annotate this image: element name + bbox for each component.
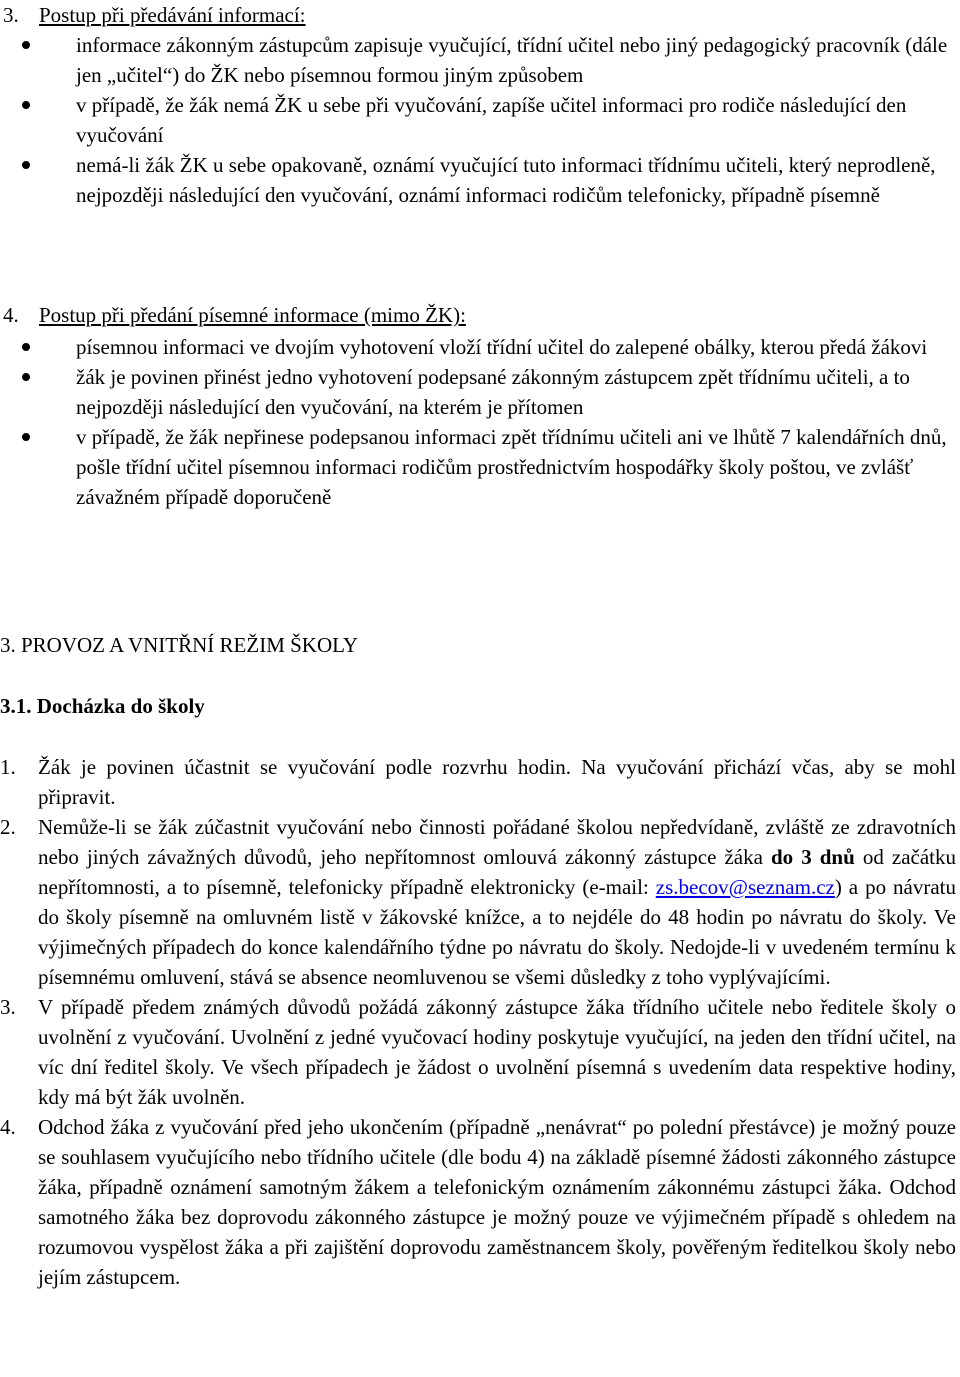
list-item <box>0 332 952 362</box>
subchapter-title: 3.1. Docházka do školy <box>0 694 205 718</box>
list-item-number: 3. <box>0 995 16 1019</box>
list-item-number: 2. <box>0 815 16 839</box>
list-item <box>0 1112 956 1292</box>
list-item <box>0 30 952 90</box>
chapter-title: 3. PROVOZ A VNITŘNÍ REŽIM ŠKOLY <box>0 633 359 657</box>
list-item-text: Odchod žáka z vyučování před jeho ukončením (případně „nenávrat“ po polední přestávce) je možný pouze se souhlasem vyučujícího nebo třídního učitele (dle bodu 4) na základě písemné žádosti zákonného zástupce žáka, případně oznámení samotným žákem a telefonickým oznámením zákonnému zástupci žáka. Odchod samotného žáka bez doprovodu zákonného zástupce je možný pouze ve výjimečném případě s ohledem na rozumovou vyspělost žáka a při zajištění doprovodu zaměstnancem školy, pověřeným ředitelkou školy nebo jejím zástupcem. <box>38 1115 956 1289</box>
section-4-heading <box>3 300 466 330</box>
list-item <box>0 422 952 512</box>
list-item-text: informace zákonným zástupcům zapisuje vyučující, třídní učitel nebo jiný pedagogický pracovník (dále jen „učitel“) do ŽK nebo písemnou formou jiným způsobem <box>76 33 948 87</box>
bullet-icon <box>22 343 30 351</box>
list-item-text: písemnou informaci ve dvojím vyhotovení vloží třídní učitel do zalepené obálky, kterou předá žákovi <box>76 335 928 359</box>
section-3-bullet-list <box>0 30 960 210</box>
bullet-icon <box>22 433 30 441</box>
list-item-text-part-b: od začátku nepřítomnosti, a to písemně, telefonicky případně elektronicky (e-mail: <box>38 845 957 899</box>
list-item <box>0 992 956 1112</box>
list-item-number: 1. <box>0 755 16 779</box>
list-item-text: v případě, že žák nepřinese podepsanou informaci zpět třídnímu učiteli ani ve lhůtě 7 kalendářních dnů, pošle třídní učitel písemnou informaci rodičům prostřednictvím hospodářky školy poštou, ve zvlášť závažném případě doporučeně <box>76 425 947 509</box>
list-item-text-part-a: Nemůže-li se žák zúčastnit vyučování nebo činnosti pořádané školou nepředvídaně, zvláště ze zdravotních nebo jiných závažných důvodů, jeho nepřítomnost omlouvá zákonný zástupce žáka <box>38 815 956 869</box>
list-item-text: Žák je povinen účastnit se vyučování podle rozvrhu hodin. Na vyučování přichází včas, aby se mohl připravit. <box>38 755 956 809</box>
list-item <box>0 812 956 992</box>
list-item <box>0 90 952 150</box>
bullet-icon <box>22 101 30 109</box>
section-3-heading <box>3 0 306 30</box>
section-3-title: Postup při předávání informací: <box>39 3 306 27</box>
list-item-text-part-c: ) a po návratu do školy písemně na omluvném listě v žákovské knížce, a to nejdéle do 48 hodin po návratu do školy. Ve výjimečných případech do konce kalendářního týdne po návratu do školy. Nedojde-li v uvedeném termínu k písemnému omluvení, stává se absence neomluvenou se všemi důsledky z toho vyplývajícími. <box>38 875 956 989</box>
section-4-bullet-list <box>0 332 960 512</box>
section-4-number: 4. <box>3 303 19 327</box>
list-item-text: v případě, že žák nemá ŽK u sebe při vyučování, zapíše učitel informaci pro rodiče následující den vyučování <box>76 93 907 147</box>
bullet-icon <box>22 161 30 169</box>
list-item <box>0 752 956 812</box>
list-item <box>0 362 952 422</box>
list-item-text: V případě předem známých důvodů požádá zákonný zástupce žáka třídního učitele nebo ředitele školy o uvolnění z vyučování. Uvolnění z jedné vyučovací hodiny poskytuje vyučující, na jeden den třídní učitel, na víc dní ředitel školy. Ve všech případech je žádost o uvolnění písemná s uvedením data respektive hodiny, kdy má být žák uvolněn. <box>38 995 956 1109</box>
list-item-text: žák je povinen přinést jedno vyhotovení podepsané zákonným zástupcem zpět třídnímu učiteli, a to nejpozději následující den vyučování, na kterém je přítomen <box>76 365 910 419</box>
deadline-emphasis: do 3 dnů <box>770 845 855 869</box>
email-link[interactable]: zs.becov@seznam.cz <box>655 875 835 899</box>
list-item-text: nemá-li žák ŽK u sebe opakovaně, oznámí vyučující tuto informaci třídnímu učiteli, který neprodleně, nejpozději následující den vyučování, oznámí informaci rodičům telefonicky, případně písemně <box>76 153 936 207</box>
list-item <box>0 150 952 210</box>
section-3-number: 3. <box>3 3 19 27</box>
list-item-number: 4. <box>0 1115 16 1139</box>
section-4-title: Postup při předání písemné informace (mimo ŽK): <box>39 303 466 327</box>
numbered-list <box>0 752 958 1292</box>
bullet-icon <box>22 41 30 49</box>
bullet-icon <box>22 373 30 381</box>
